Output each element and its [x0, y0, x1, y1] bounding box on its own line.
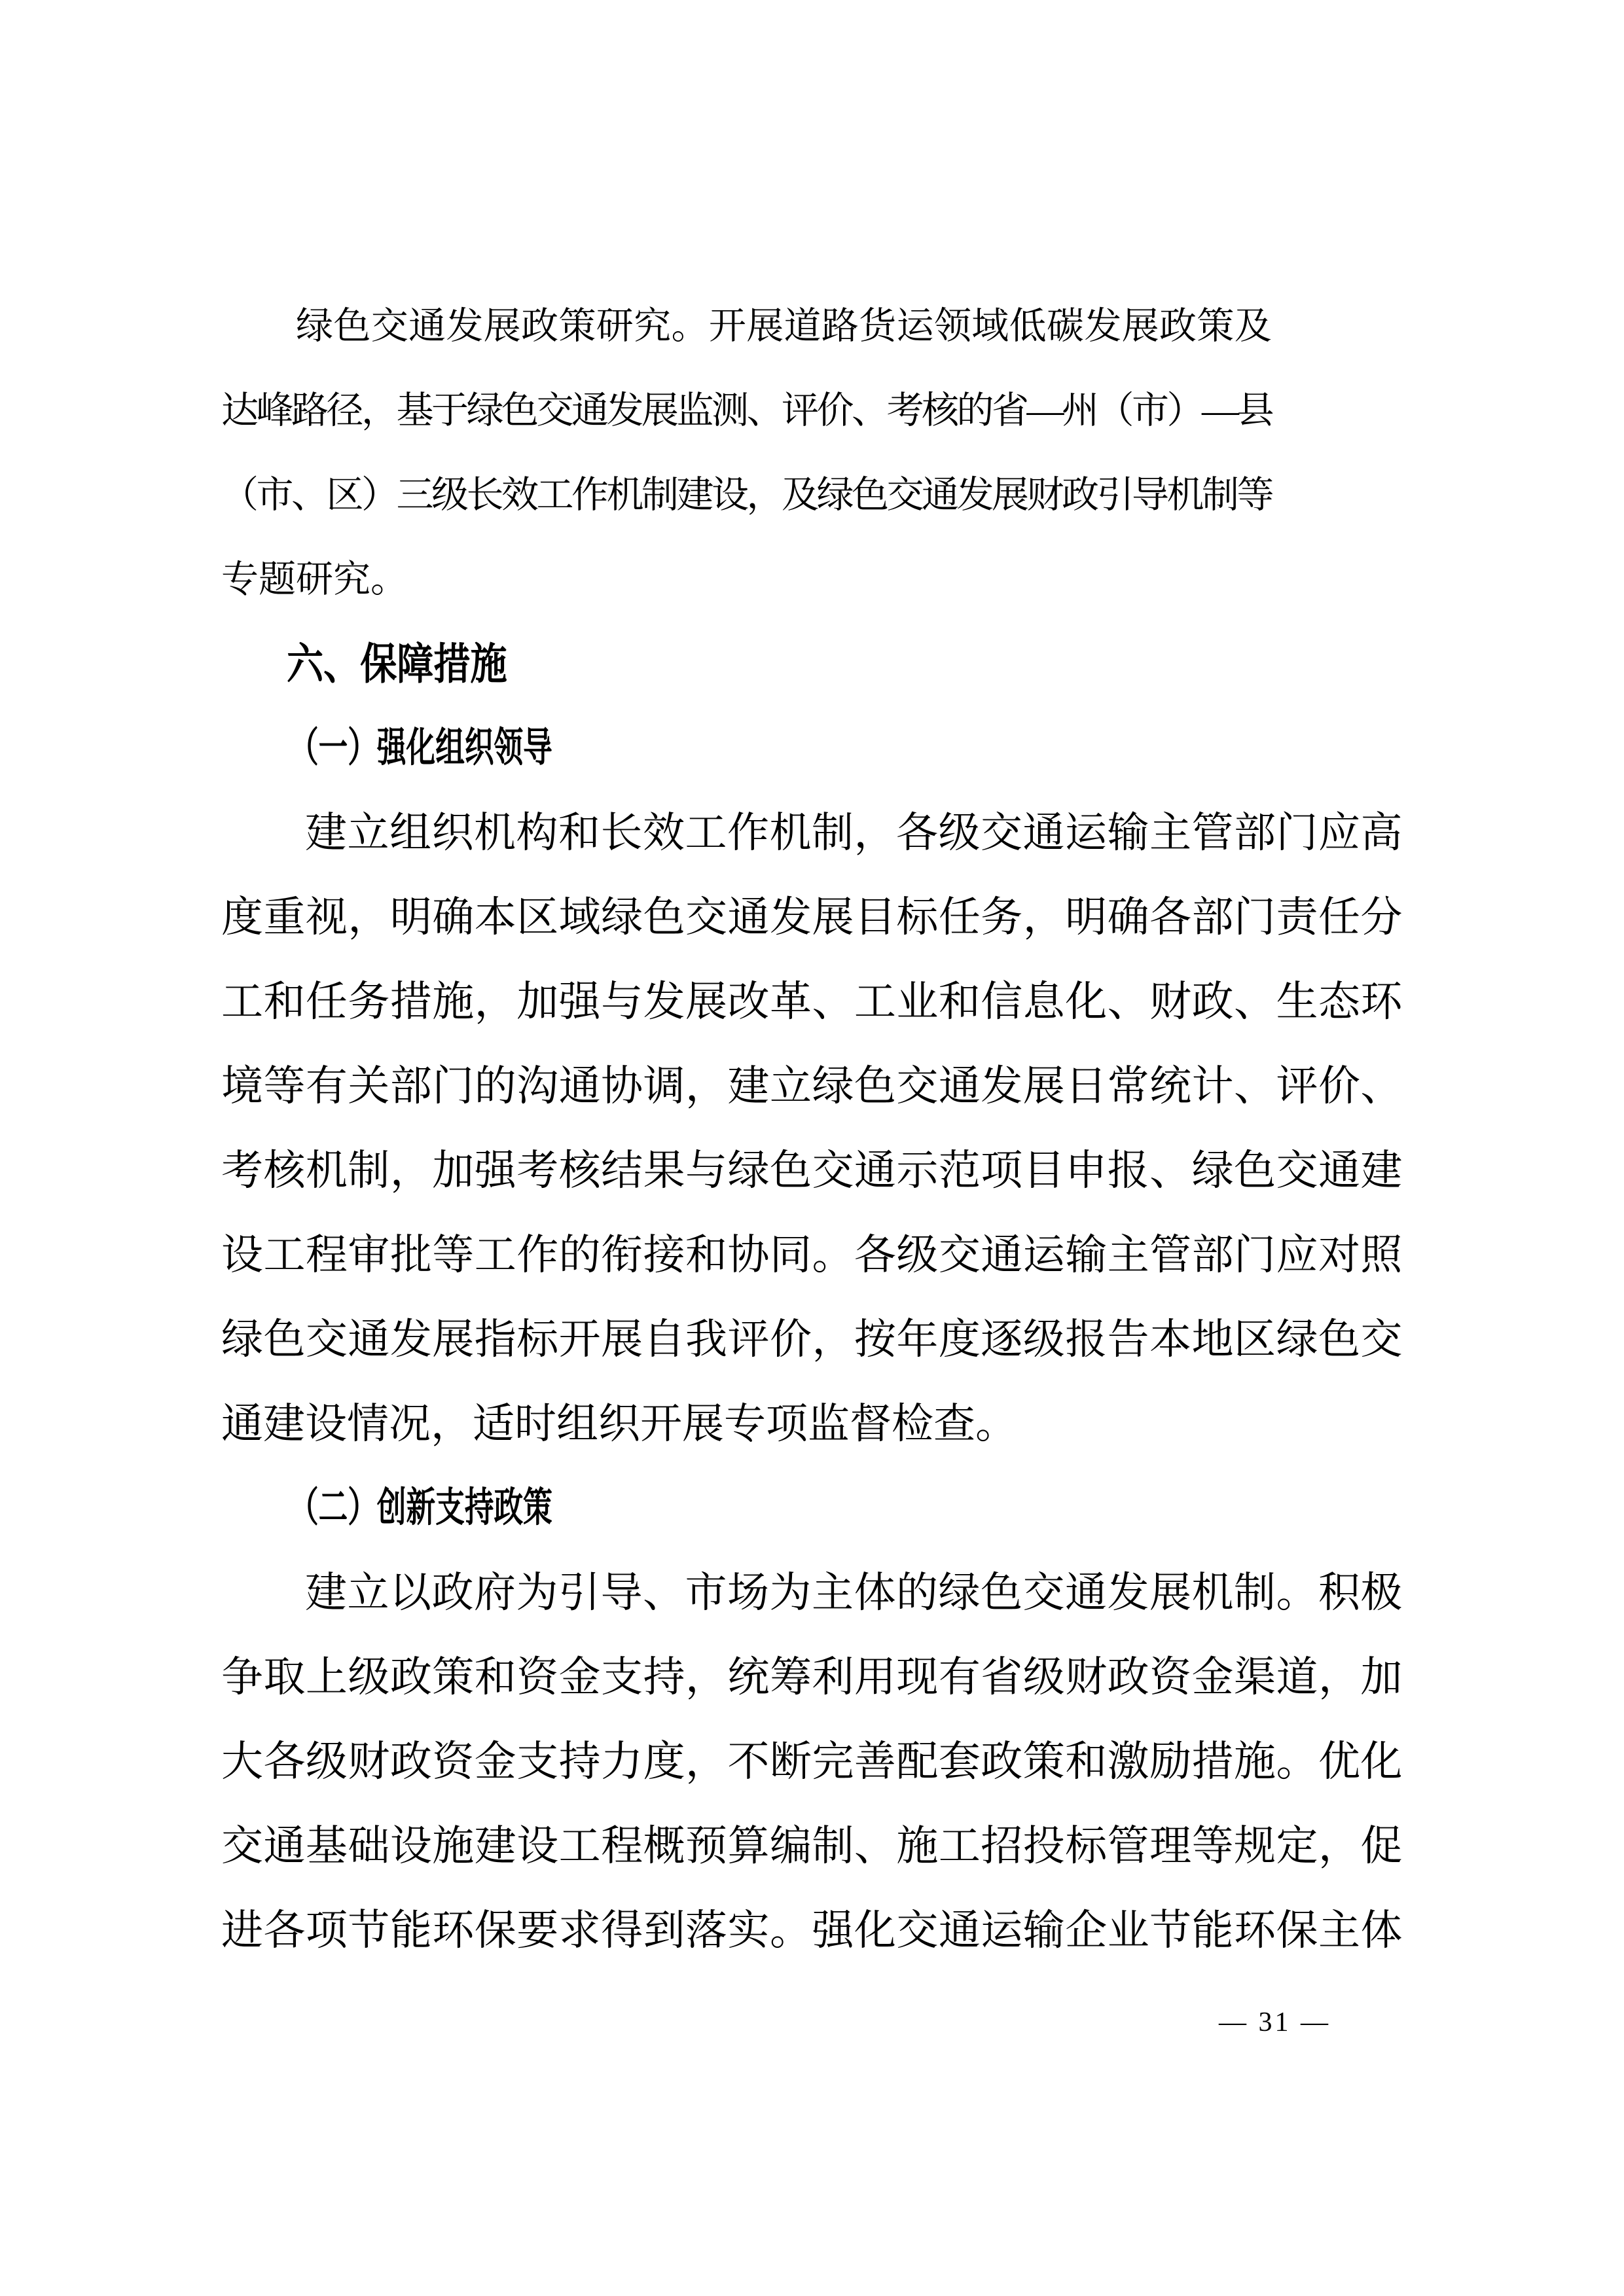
body-text-line: （市、区）三级长效工作机制建设，及绿色交通发展财政引导机制等: [221, 475, 1272, 516]
subsection-heading: [221, 1466, 1403, 1551]
body-text-line: 大各级财政资金支持力度，不断完善配套政策和激励措施。优化: [221, 1738, 1403, 1785]
body-text-line: 境等有关部门的沟通协调，建立绿色交通发展日常统计、评价、: [221, 1063, 1403, 1109]
body-text-line: 绿色交通发展政策研究。开展道路货运领域低碳发展政策及: [296, 306, 1272, 347]
body-text-line: 通建设情况，适时组织开展专项监督检查。: [221, 1401, 1017, 1447]
body-text-line: 度重视，明确本区域绿色交通发展目标任务，明确各部门责任分: [221, 894, 1403, 941]
body-text-line: 绿色交通发展指标开展自我评价，按年度逐级报告本地区绿色交: [221, 1316, 1403, 1363]
section-heading-text: 六、保障措施: [287, 639, 507, 688]
body-text-line: 专题研究。: [221, 559, 408, 600]
body-text-line: 达峰路径，基于绿色交通发展监测、评价、考核的省—州（市）—县: [221, 390, 1272, 431]
page-number: — 31 —: [1219, 2007, 1331, 2037]
body-text-line: 建立以政府为引导、市场为主体的绿色交通发展机制。积极: [305, 1570, 1403, 1616]
subsection-heading-text: （一）强化组织领导: [289, 726, 552, 770]
body-text-line: 设工程审批等工作的衔接和协同。各级交通运输主管部门应对照: [221, 1232, 1403, 1278]
document-body: [221, 284, 1403, 1973]
subsection-heading: [221, 706, 1403, 791]
body-text-line: 争取上级政策和资金支持，统筹利用现有省级财政资金渠道，加: [221, 1654, 1403, 1700]
body-text-line: 建立组织机构和长效工作机制，各级交通运输主管部门应高: [305, 810, 1403, 856]
body-text-line: 工和任务措施，加强与发展改革、工业和信息化、财政、生态环: [221, 978, 1403, 1025]
body-text-line: 进各项节能环保要求得到落实。强化交通运输企业节能环保主体: [221, 1907, 1403, 1954]
body-text-line: 考核机制，加强考核结果与绿色交通示范项目申报、绿色交通建: [221, 1147, 1403, 1194]
subsection-heading-text: （二）创新支持政策: [289, 1486, 552, 1530]
body-text-line: 交通基础设施建设工程概预算编制、施工招投标管理等规定，促: [221, 1823, 1403, 1869]
section-heading: [221, 622, 1403, 706]
